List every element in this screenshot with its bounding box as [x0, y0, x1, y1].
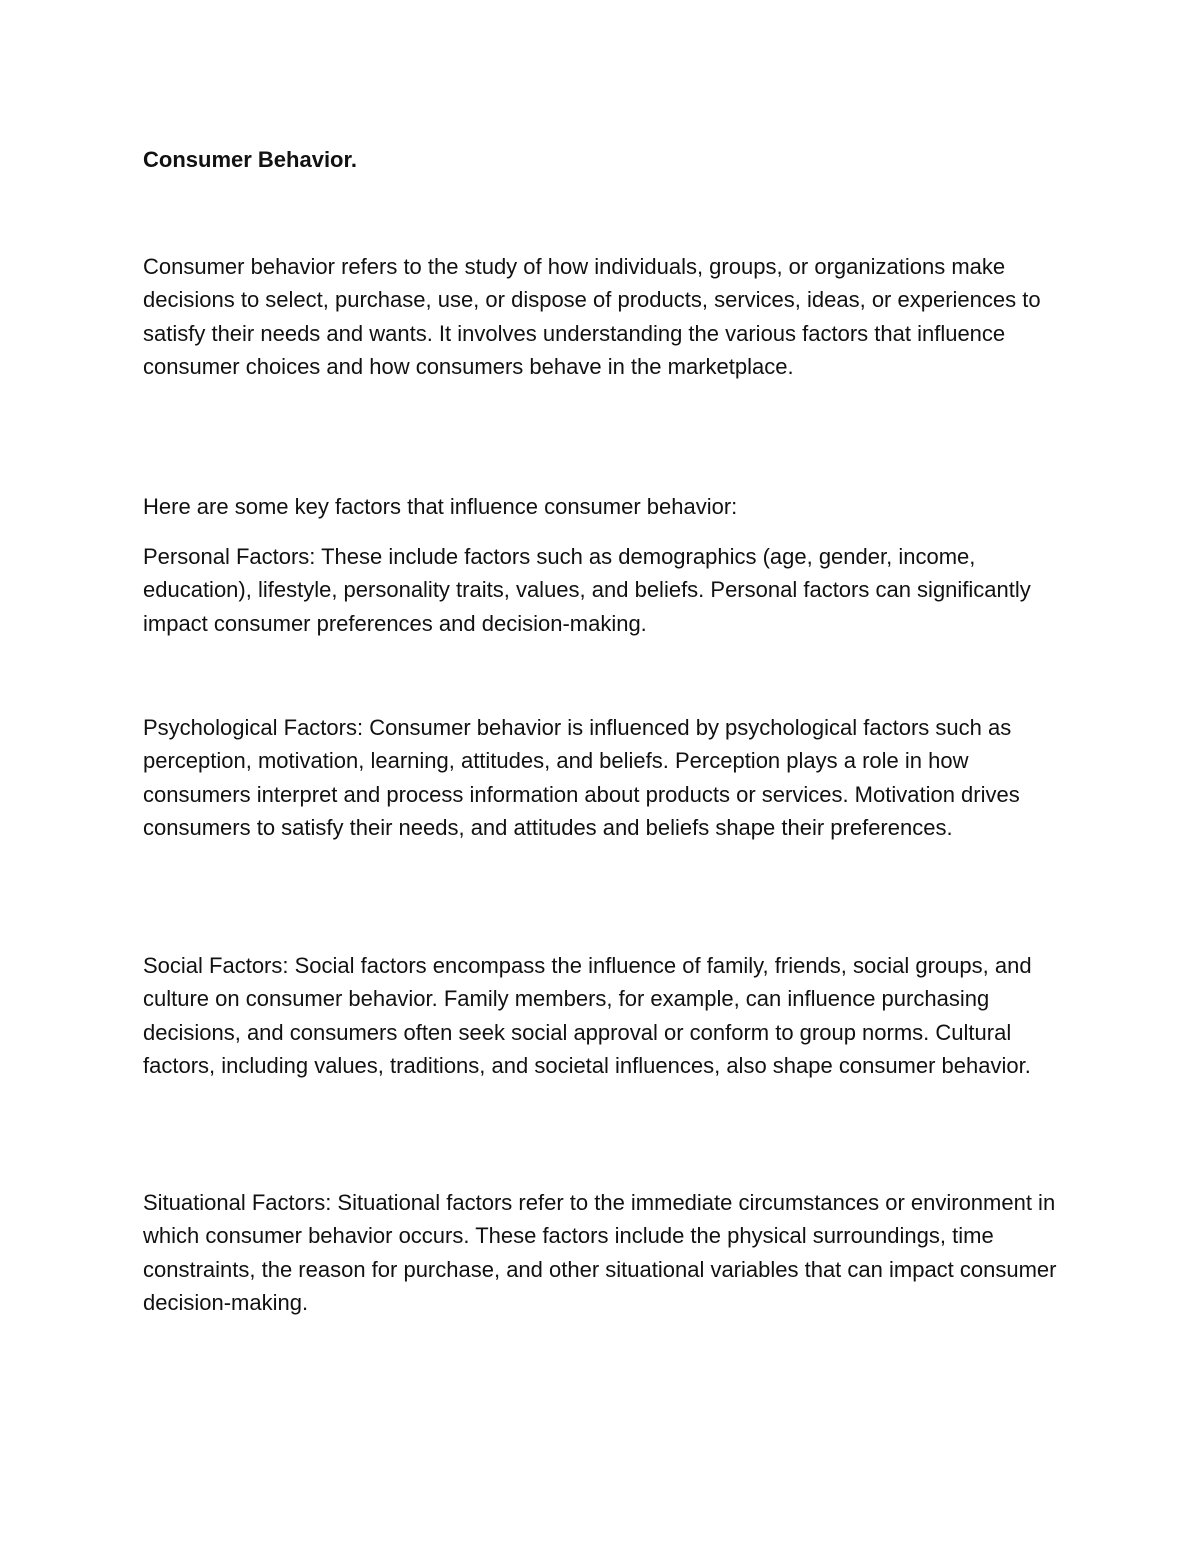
- paragraph-situational-factors: Situational Factors: Situational factors refer to the immediate circumstances or environment in which consumer behavior occurs. These factors include the physical surroundings, time constraints, the reason for purchase, and other situational variables that can impact consumer decision-making.: [143, 1190, 1057, 1316]
- paragraph-psychological-factors: Psychological Factors: Consumer behavior is influenced by psychological factors such as perception, motivation, learning, attitudes, and beliefs. Perception plays a role in how consumers interpret and process information about products or services. Motivation drives consumers to satisfy their needs, and attitudes and beliefs shape their preferences.: [143, 715, 1020, 841]
- paragraph-key-factors-lead: Here are some key factors that influence consumer behavior:: [143, 494, 738, 519]
- paragraph-personal-factors: Personal Factors: These include factors such as demographics (age, gender, income, education), lifestyle, personality traits, values, and beliefs. Personal factors can significantly impact consumer preferences and decision-making.: [143, 544, 1031, 636]
- document-title: Consumer Behavior.: [143, 147, 357, 172]
- paragraph-social-factors: Social Factors: Social factors encompass the influence of family, friends, social groups, and culture on consumer behavior. Family members, for example, can influence purchasing decisions, and consumers often seek social approval or conform to group norms. Cultural factors, including values, traditions, and societal influences, also shape consumer behavior.: [143, 953, 1032, 1079]
- paragraph-intro: Consumer behavior refers to the study of how individuals, groups, or organizations make decisions to select, purchase, use, or dispose of products, services, ideas, or experiences to satisfy their needs and wants. It involves understanding the various factors that influence consumer choices and how consumers behave in the marketplace.: [143, 254, 1041, 380]
